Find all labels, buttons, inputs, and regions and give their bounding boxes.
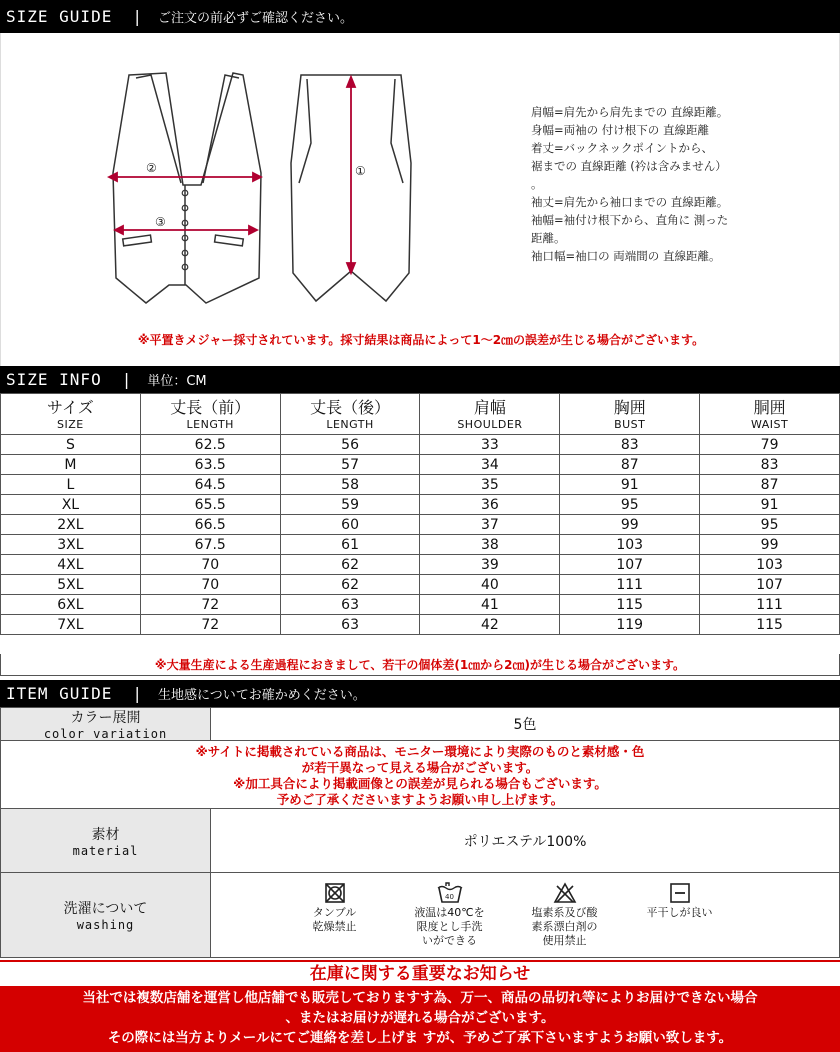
size-rows — [1, 435, 840, 635]
size-cell: 6XL — [1, 595, 141, 615]
vest-illustration — [1, 33, 521, 323]
material-label: 素材 material — [1, 809, 211, 872]
stock-notice-title: 在庫に関する重要なお知らせ — [0, 960, 840, 986]
table-row — [1, 475, 840, 495]
table-row — [1, 555, 840, 575]
size-cell: 7XL — [1, 615, 141, 635]
column-header: 肩幅 SHOULDER — [420, 394, 560, 435]
measure-cell: 103 — [560, 535, 700, 555]
measure-cell: 39 — [420, 555, 560, 575]
care-item-tumble: タンブル 乾燥禁止 — [277, 882, 392, 948]
header-separator: | — [132, 684, 142, 703]
measure-cell: 99 — [560, 515, 700, 535]
production-note: ※大量生産による生産過程におきまして、若干の個体差(1㎝から2㎝)が生じる場合がございます。 — [0, 654, 840, 676]
definition-line: 袖丈=肩先から袖口までの 直線距離。 — [531, 195, 729, 209]
measure-cell: 111 — [560, 575, 700, 595]
item-guide-title: ITEM GUIDE — [6, 684, 113, 703]
table-header-row — [1, 394, 840, 435]
measure-cell: 72 — [140, 595, 280, 615]
stock-notice-body — [0, 986, 840, 1052]
measure-cell: 83 — [700, 455, 840, 475]
size-guide-subtitle: ご注文の前必ずご確認ください。 — [157, 11, 353, 26]
measure-cell: 63.5 — [140, 455, 280, 475]
size-cell: 2XL — [1, 515, 141, 535]
measure-cell: 70 — [140, 575, 280, 595]
measure-cell: 59 — [280, 495, 420, 515]
item-guide-subtitle: 生地感についてお確かめください。 — [157, 688, 366, 703]
measure-cell: 62 — [280, 555, 420, 575]
measure-cell: 87 — [700, 475, 840, 495]
measure-cell: 58 — [280, 475, 420, 495]
measure-cell: 34 — [420, 455, 560, 475]
measure-cell: 107 — [700, 575, 840, 595]
measure-cell: 95 — [560, 495, 700, 515]
measure-cell: 67.5 — [140, 535, 280, 555]
measure-cell: 64.5 — [140, 475, 280, 495]
size-cell: XL — [1, 495, 141, 515]
tumble-dry-prohibited-icon — [324, 882, 346, 904]
measure-cell: 61 — [280, 535, 420, 555]
warning-line: 予めご了承くださいますようお願い申し上げます。 — [276, 792, 564, 807]
warning-line: が若干異なって見える場合がございます。 — [301, 760, 539, 775]
table-row — [1, 455, 840, 475]
marker-1: ① — [355, 164, 366, 178]
measure-cell: 62.5 — [140, 435, 280, 455]
measure-cell: 107 — [560, 555, 700, 575]
measure-cell: 70 — [140, 555, 280, 575]
measure-cell: 65.5 — [140, 495, 280, 515]
care-item-flatdry: 平干しが良い — [622, 882, 737, 948]
measure-cell: 87 — [560, 455, 700, 475]
notice-line: 当社では複数店舗を運営し他店舗でも販売しておりますす為、万一、商品の品切れ等によりお届けできない場合 — [82, 990, 758, 1006]
measure-cell: 62 — [280, 575, 420, 595]
washing-row — [0, 873, 840, 958]
care-symbols — [211, 882, 839, 948]
washing-label: 洗濯について washing — [1, 873, 211, 957]
material-value: ポリエステル100% — [463, 833, 587, 850]
measure-cell: 95 — [700, 515, 840, 535]
measure-cell: 41 — [420, 595, 560, 615]
measure-cell: 79 — [700, 435, 840, 455]
column-header: サイズ SIZE — [1, 394, 141, 435]
table-row — [1, 515, 840, 535]
measure-cell: 72 — [140, 615, 280, 635]
size-cell: S — [1, 435, 141, 455]
size-info-header — [0, 366, 840, 393]
definition-line: 距離。 — [531, 231, 566, 245]
measure-cell: 103 — [700, 555, 840, 575]
flat-dry-icon — [669, 882, 691, 904]
measure-cell: 119 — [560, 615, 700, 635]
table-row — [1, 495, 840, 515]
header-separator: | — [121, 370, 132, 389]
notice-line: 、またはお届けが遅れる場合がございます。 — [285, 1010, 555, 1026]
measure-cell: 42 — [420, 615, 560, 635]
table-row — [1, 575, 840, 595]
measure-cell: 38 — [420, 535, 560, 555]
measurement-diagram — [0, 33, 840, 366]
warning-line: ※サイトに掲載されている商品は、モニター環境により実際のものと素材感・色 — [195, 744, 645, 759]
measure-cell: 37 — [420, 515, 560, 535]
column-header: 胴囲 WAIST — [700, 394, 840, 435]
svg-text:40: 40 — [444, 893, 454, 901]
color-value: 5色 — [513, 717, 537, 733]
marker-2: ② — [146, 161, 157, 175]
measurement-definitions — [531, 103, 728, 265]
size-cell: 4XL — [1, 555, 141, 575]
material-row — [0, 809, 840, 873]
definition-line: 身幅=両袖の 付け根下の 直線距離 — [531, 123, 709, 137]
definition-line: 肩幅=肩先から肩先までの 直線距離。 — [531, 105, 729, 119]
definition-line: 袖幅=袖付け根下から、直角に 測った — [531, 213, 729, 227]
hand-wash-40-icon — [437, 882, 463, 904]
measure-cell: 83 — [560, 435, 700, 455]
table-row — [1, 435, 840, 455]
measure-cell: 36 — [420, 495, 560, 515]
definition-line: 着丈=バックネックポイントから、 — [531, 141, 714, 155]
measure-cell: 115 — [560, 595, 700, 615]
notice-line: その際には当方よりメールにてご連絡を差し上げま すが、予めご了承下さいますようお願い致します。 — [107, 1030, 733, 1046]
table-row — [1, 595, 840, 615]
column-header: 丈長（後） LENGTH — [280, 394, 420, 435]
column-header: 胸囲 BUST — [560, 394, 700, 435]
care-item-handwash: 40 液温は40℃を 限度とし手洗 いができる — [392, 882, 507, 948]
header-separator: | — [132, 7, 142, 26]
size-cell: 5XL — [1, 575, 141, 595]
measurement-note: ※平置きメジャー採寸されています。採寸結果は商品によって1～2㎝の誤差が生じる場合がございます。 — [137, 333, 705, 347]
size-cell: 3XL — [1, 535, 141, 555]
item-guide-header — [0, 680, 840, 707]
table-row — [1, 535, 840, 555]
no-bleach-icon — [553, 882, 577, 904]
unit-label: 単位：CM — [147, 374, 207, 389]
color-row — [0, 707, 840, 741]
measure-cell: 35 — [420, 475, 560, 495]
warning-line: ※加工具合により掲載画像との誤差が見られる場合もございます。 — [233, 776, 607, 791]
measure-cell: 56 — [280, 435, 420, 455]
color-warning — [0, 741, 840, 809]
column-header: 丈長（前） LENGTH — [140, 394, 280, 435]
measure-cell: 91 — [560, 475, 700, 495]
measure-cell: 91 — [700, 495, 840, 515]
care-item-bleach: 塩素系及び酸 素系漂白剤の 使用禁止 — [507, 882, 622, 948]
measure-cell: 40 — [420, 575, 560, 595]
measure-cell: 111 — [700, 595, 840, 615]
marker-3: ③ — [155, 215, 166, 229]
measure-cell: 115 — [700, 615, 840, 635]
measure-cell: 99 — [700, 535, 840, 555]
size-table — [0, 393, 840, 635]
measure-cell: 63 — [280, 615, 420, 635]
size-guide-header — [0, 0, 840, 33]
measure-cell: 63 — [280, 595, 420, 615]
definition-line: 。 — [531, 177, 543, 191]
measure-cell: 66.5 — [140, 515, 280, 535]
size-guide-title: SIZE GUIDE — [6, 7, 113, 26]
table-row — [1, 615, 840, 635]
size-cell: M — [1, 455, 141, 475]
size-cell: L — [1, 475, 141, 495]
measure-cell: 60 — [280, 515, 420, 535]
size-info-title: SIZE INFO — [6, 370, 102, 389]
measure-cell: 57 — [280, 455, 420, 475]
color-label: カラー展開 color variation — [1, 708, 211, 740]
definition-line: 裾までの 直線距離 (衿は含みません） — [531, 159, 727, 173]
definition-line: 袖口幅=袖口の 両端間の 直線距離。 — [531, 249, 721, 263]
measure-cell: 33 — [420, 435, 560, 455]
